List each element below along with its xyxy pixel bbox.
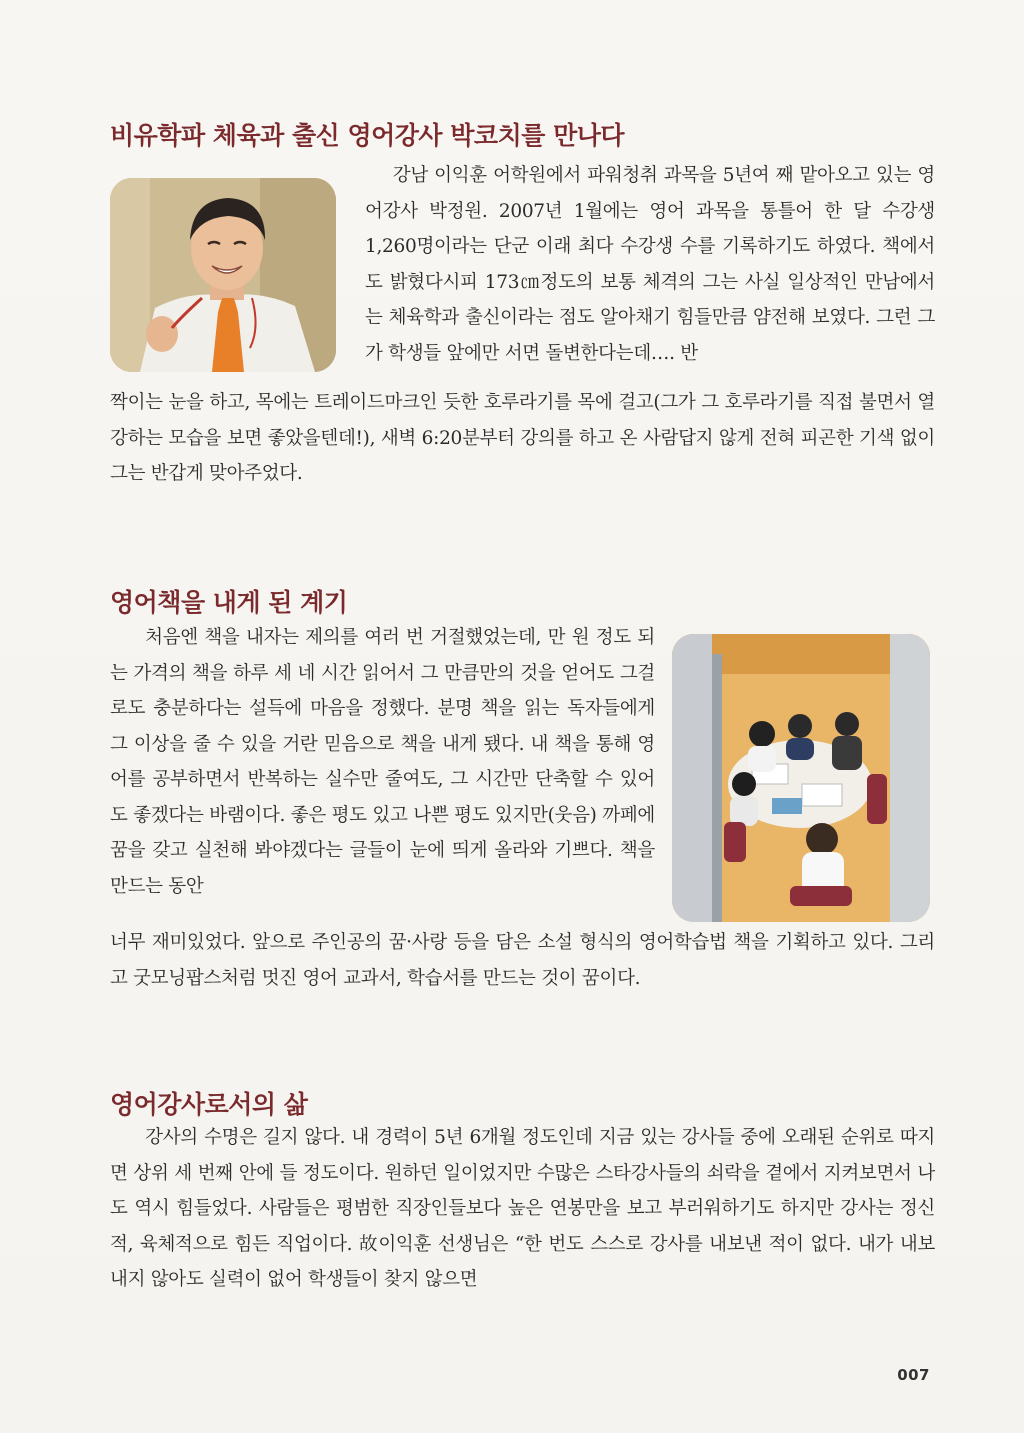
study-group-photo [672, 634, 930, 922]
study-group-illustration [672, 634, 930, 922]
page-number: 007 [897, 1366, 930, 1384]
section-heading-book-motive: 영어책을 내게 된 계기 [110, 588, 348, 617]
section2-body [110, 620, 655, 904]
section3-body [110, 1120, 935, 1298]
section1-paragraph-wrapped: 강남 이익훈 어학원에서 파워청취 과목을 5년여 째 맡아오고 있는 영어강사 박정원. 2007년 1월에는 영어 과목을 통틀어 한 달 수강생 1,260명이라는 단군 이래 최다 수강생 수를 기록하기도 하였다. 책에서도 밝혔다시피 173㎝정도의 보통 체격의 그는 사실 일상적인 만남에서는 체육학과 출신이라는 점도 알아채기 힘들만큼 얌전해 보였다. 그런 그가 학생들 앞에만 서면 돌변한다는데…. 반 [365, 165, 935, 364]
section3-paragraph: 강사의 수명은 길지 않다. 내 경력이 5년 6개월 정도인데 지금 있는 강사들 중에 오래된 순위로 따지면 상위 세 번째 안에 들 정도이다. 원하던 일이었지만 수많은 스타강사들의 쇠락을 곁에서 지켜보면서 나도 역시 힘들었다. 사람들은 평범한 직장인들보다 높은 연봉만을 보고 부러워하기도 하지만 강사는 정신적, 육체적으로 힘든 직업이다. 故이익훈 선생님은 “한 번도 스스로 강사를 내보낸 적이 없다. 내가 내보내지 않아도 실력이 없어 학생들이 찾지 않으면 [110, 1127, 935, 1290]
section2-paragraph-wrapped: 처음엔 책을 내자는 제의를 여러 번 거절했었는데, 만 원 정도 되는 가격의 책을 하루 세 네 시간 읽어서 그 만큼만의 것을 얻어도 그걸로도 충분하다는 설득에 마음을 정했다. 분명 책을 읽는 독자들에게 그 이상을 줄 수 있을 거란 믿음으로 책을 내게 됐다. 내 책을 통해 영어를 공부하면서 반복하는 실수만 줄여도, 그 시간만 단축할 수 있어도 좋겠다는 바램이다. 좋은 평도 있고 나쁜 평도 있지만(웃음) 까페에 꿈을 갖고 실천해 봐야겠다는 글들이 눈에 띄게 올라와 기쁘다. 책을 만드는 동안 [110, 627, 655, 897]
section-heading-instructor-life: 영어강사로서의 삶 [110, 1090, 308, 1119]
section1-body-continued [110, 385, 935, 492]
section2-body-continued [110, 925, 935, 996]
section1-paragraph-full: 짝이는 눈을 하고, 목에는 트레이드마크인 듯한 호루라기를 목에 걸고(그가 그 호루라기를 직접 불면서 열강하는 모습을 보면 좋았을텐데!), 새벽 6:20분부터 강의를 하고 온 사람답지 않게 전혀 피곤한 기색 없이 그는 반갑게 맞아주었다. [110, 392, 935, 484]
section1-body [110, 158, 935, 371]
section2-paragraph-full: 너무 재미있었다. 앞으로 주인공의 꿈·사랑 등을 담은 소설 형식의 영어학습법 책을 기획하고 있다. 그리고 굿모닝팝스처럼 멋진 영어 교과서, 학습서를 만드는 것이 꿈이다. [110, 932, 935, 989]
section-heading-interview: 비유학파 체육과 출신 영어강사 박코치를 만나다 [110, 121, 625, 150]
